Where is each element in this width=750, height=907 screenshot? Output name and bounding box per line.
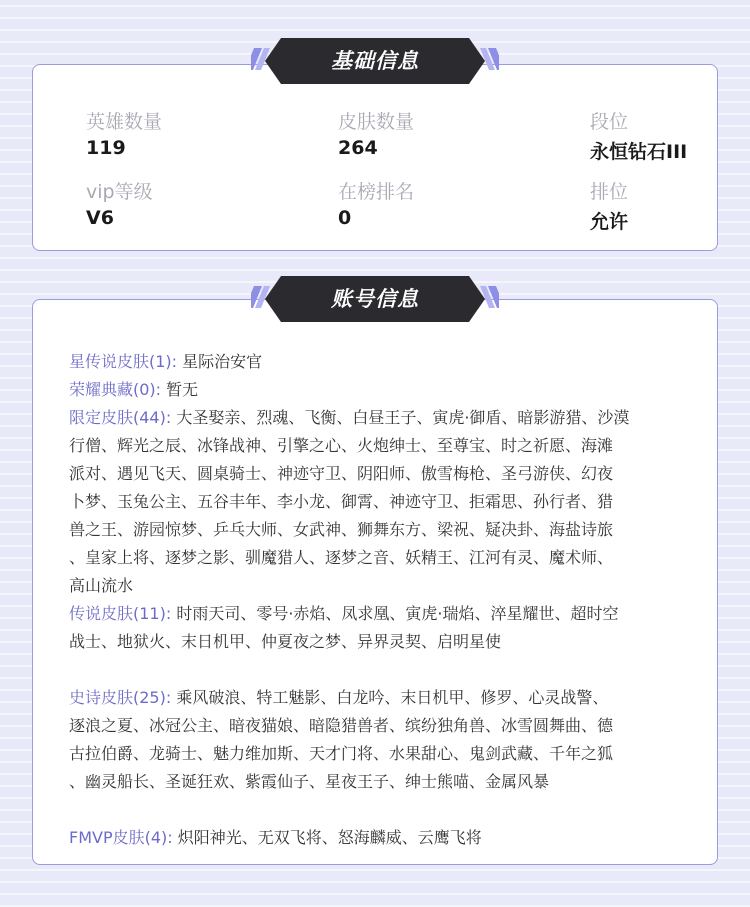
- heroes-count-label: 英雄数量: [86, 111, 163, 133]
- limited-items-line: 、皇家上将、逐梦之影、驯魔猎人、逐梦之音、妖精王、江河有灵、魔术师、: [69, 548, 614, 567]
- limited-items-line: 卜梦、玉兔公主、五谷丰年、李小龙、御霄、神迹守卫、拒霜思、孙行者、猎: [69, 492, 614, 511]
- epic-items-line: 古拉伯爵、龙骑士、魅力维加斯、天才门将、水果甜心、鬼剑武藏、千年之狐: [69, 744, 614, 763]
- fmvp-items: 炽阳神光、无双飞将、怒海麟威、云鹰飞将: [172, 828, 482, 847]
- heroes-count-value: 119: [86, 137, 126, 159]
- vip-level-value: V6: [86, 207, 114, 229]
- star-legend-row: [69, 348, 693, 376]
- ranked-position-label: 排位: [590, 181, 629, 203]
- rank-value: 永恒钻石III: [590, 141, 688, 163]
- epic-items-line: 乘风破浪、特工魅影、白龙吟、末日机甲、修罗、心灵战警、: [171, 688, 609, 707]
- legend-label: 传说皮肤(11):: [69, 604, 172, 623]
- rank-label: 段位: [590, 111, 629, 133]
- skin-list: [69, 348, 693, 852]
- account-info-card: [32, 299, 718, 865]
- legend-items-line: 战士、地狱火、末日机甲、仲夏夜之梦、异界灵契、启明星使: [69, 632, 502, 651]
- limited-items-line: 行僧、辉光之辰、冰锋战神、引擎之心、火炮绅士、至尊宝、时之祈愿、海滩: [69, 436, 614, 455]
- glory-label: 荣耀典藏(0):: [69, 380, 162, 399]
- limited-row: [69, 404, 693, 432]
- leaderboard-rank-label: 在榜排名: [338, 181, 415, 203]
- limited-items-line: 大圣娶亲、烈魂、飞衡、白昼王子、寅虎·御盾、暗影游猎、沙漠: [171, 408, 630, 427]
- skins-count-label: 皮肤数量: [338, 111, 415, 133]
- legend-row: [69, 600, 693, 628]
- basic-info-banner: [251, 38, 499, 84]
- legend-items-line: 时雨天司、零号·赤焰、凤求凰、寅虎·瑞焰、淬星耀世、超时空: [171, 604, 619, 623]
- limited-items-line: 派对、遇见飞天、圆桌骑士、神迹守卫、阴阳师、傲雪梅枪、圣弓游侠、幻夜: [69, 464, 614, 483]
- fmvp-row: [69, 824, 693, 852]
- epic-items-line: 、幽灵船长、圣诞狂欢、紫霞仙子、星夜王子、绅士熊喵、金属风暴: [69, 772, 550, 791]
- limited-items-line: 兽之王、游园惊梦、乒乓大师、女武神、狮舞东方、梁祝、疑决卦、海盐诗旅: [69, 520, 614, 539]
- epic-items-line: 逐浪之夏、冰冠公主、暗夜猫娘、暗隐猎兽者、缤纷独角兽、冰雪圆舞曲、德: [69, 716, 614, 735]
- limited-items-line: 高山流水: [69, 576, 134, 595]
- star-legend-label: 星传说皮肤(1):: [69, 352, 178, 371]
- epic-label: 史诗皮肤(25):: [69, 688, 172, 707]
- ranked-position-value: 允许: [590, 211, 629, 233]
- epic-row: [69, 684, 693, 712]
- star-legend-items: 星际治安官: [177, 352, 263, 371]
- section-spacer: [69, 656, 693, 684]
- glory-row: [69, 376, 693, 404]
- account-info-banner: [251, 276, 499, 322]
- basic-info-title: 基础信息: [331, 49, 419, 73]
- account-info-title: 账号信息: [331, 287, 419, 311]
- skins-count-value: 264: [338, 137, 378, 159]
- basic-info-card: [32, 64, 718, 251]
- glory-items: 暂无: [161, 380, 199, 399]
- section-spacer: [69, 796, 693, 824]
- leaderboard-rank-value: 0: [338, 207, 352, 229]
- limited-label: 限定皮肤(44):: [69, 408, 172, 427]
- vip-level-label: vip等级: [86, 181, 153, 203]
- fmvp-label: FMVP皮肤(4):: [69, 828, 173, 847]
